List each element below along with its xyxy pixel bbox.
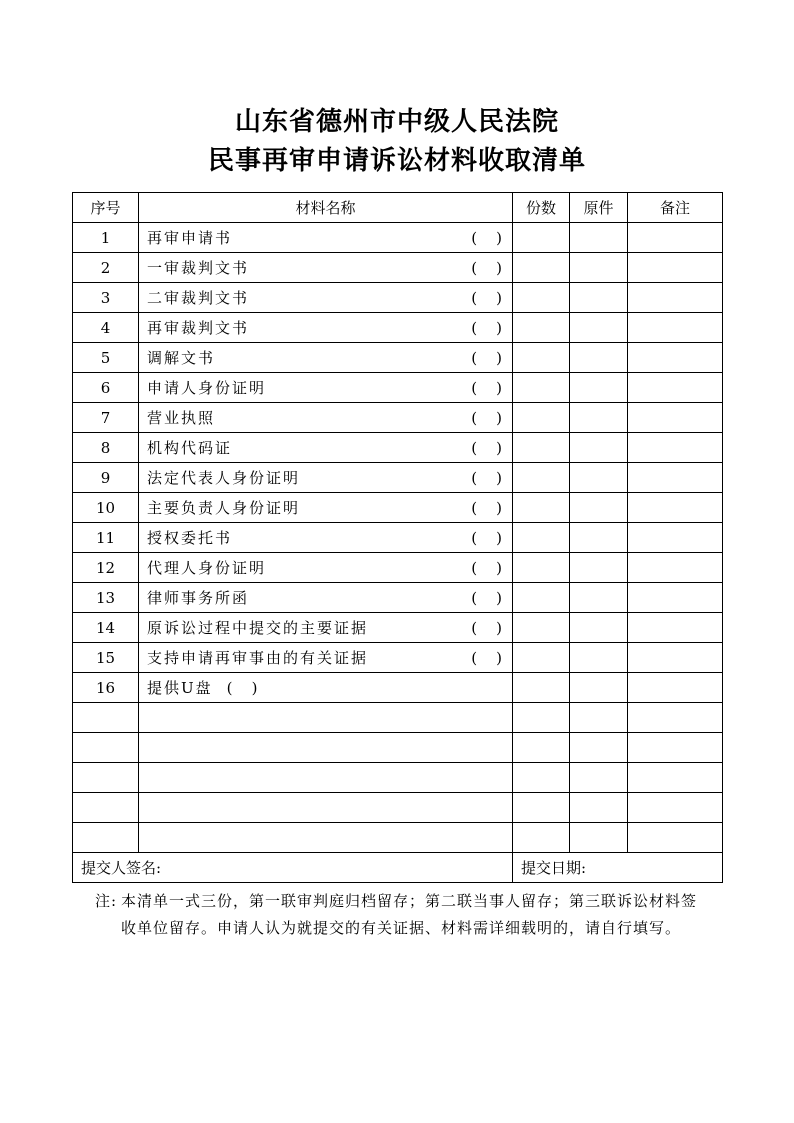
row-material-name [139,373,513,403]
row-remark-cell[interactable] [628,373,723,403]
table-row [73,463,723,493]
row-copies-cell[interactable] [513,343,570,373]
row-material-name [139,703,513,733]
row-copies-cell[interactable] [513,283,570,313]
material-label: 授权委托书 [147,529,233,547]
row-material-name [139,403,513,433]
row-copies-cell[interactable] [513,313,570,343]
checkbox-paren[interactable]: ( ) [471,318,502,337]
note-block [95,888,705,942]
row-copies-cell[interactable] [513,583,570,613]
row-original-cell[interactable] [570,433,628,463]
row-original-cell[interactable] [570,493,628,523]
row-copies-cell[interactable] [513,703,570,733]
submit-date-field[interactable]: 提交日期: [513,853,723,883]
row-seq: 9 [73,463,139,493]
row-material-name [139,253,513,283]
row-seq [73,763,139,793]
note-label: 注: [95,892,118,910]
row-seq: 13 [73,583,139,613]
row-material-name [139,283,513,313]
table-row [73,703,723,733]
submitter-signature-field[interactable]: 提交人签名: [73,853,513,883]
checkbox-paren[interactable]: ( ) [471,348,502,367]
checkbox-paren[interactable]: ( ) [471,288,502,307]
table-row [73,253,723,283]
row-remark-cell[interactable] [628,463,723,493]
table-row [73,373,723,403]
row-copies-cell[interactable] [513,733,570,763]
row-copies-cell[interactable] [513,433,570,463]
table-row [73,583,723,613]
row-original-cell[interactable] [570,223,628,253]
row-seq [73,793,139,823]
row-material-name [139,613,513,643]
table-row [73,763,723,793]
material-label: 调解文书 [147,349,216,367]
checkbox-paren[interactable]: ( ) [471,378,502,397]
row-copies-cell[interactable] [513,373,570,403]
header-copies: 份数 [513,193,570,223]
row-seq: 14 [73,613,139,643]
row-remark-cell[interactable] [628,793,723,823]
material-label: 代理人身份证明 [147,559,267,577]
row-copies-cell[interactable] [513,793,570,823]
table-row [73,403,723,433]
row-original-cell[interactable] [570,283,628,313]
material-label: 营业执照 [147,409,216,427]
checkbox-paren[interactable]: ( ) [471,648,502,667]
checkbox-paren[interactable]: ( ) [471,408,502,427]
material-label: 律师事务所函 [147,589,250,607]
material-label: 机构代码证 [147,439,233,457]
row-seq [73,823,139,853]
row-copies-cell[interactable] [513,823,570,853]
row-remark-cell[interactable] [628,643,723,673]
material-label: 申请人身份证明 [147,379,267,397]
checkbox-paren[interactable]: ( ) [471,588,502,607]
row-material-name [139,793,513,823]
row-original-cell[interactable] [570,343,628,373]
table-row [73,433,723,463]
row-original-cell[interactable] [570,253,628,283]
row-material-name [139,463,513,493]
row-material-name [139,733,513,763]
row-original-cell[interactable] [570,583,628,613]
table-row [73,343,723,373]
row-remark-cell[interactable] [628,343,723,373]
checkbox-paren[interactable]: ( ) [471,258,502,277]
row-remark-cell[interactable] [628,493,723,523]
row-seq: 15 [73,643,139,673]
row-copies-cell[interactable] [513,253,570,283]
row-original-cell[interactable] [570,523,628,553]
row-material-name [139,493,513,523]
material-label: 再审申请书 [147,229,233,247]
note-text: 本清单一式三份，第一联审判庭归档留存；第二联当事人留存；第三联诉讼材料签收单位留存。申请人认为就提交的有关证据、材料需详细载明的，请自行填写。 [121,892,698,937]
checkbox-paren[interactable]: ( ) [471,228,502,247]
table-row [73,673,723,703]
row-remark-cell[interactable] [628,613,723,643]
checkbox-paren[interactable]: ( ) [471,618,502,637]
table-row [73,523,723,553]
row-remark-cell[interactable] [628,403,723,433]
row-remark-cell[interactable] [628,223,723,253]
table-row [73,823,723,853]
table-header-row [73,193,723,223]
checkbox-paren[interactable]: ( ) [471,468,502,487]
row-original-cell[interactable] [570,763,628,793]
row-remark-cell[interactable] [628,433,723,463]
row-copies-cell[interactable] [513,613,570,643]
row-original-cell[interactable] [570,553,628,583]
court-name: 山东省德州市中级人民法院 [234,107,559,137]
row-material-name [139,433,513,463]
row-remark-cell[interactable] [628,283,723,313]
row-copies-cell[interactable] [513,403,570,433]
row-original-cell[interactable] [570,373,628,403]
row-original-cell[interactable] [570,313,628,343]
row-copies-cell[interactable] [513,523,570,553]
row-seq: 10 [73,493,139,523]
header-material-name: 材料名称 [139,193,513,223]
row-remark-cell[interactable] [628,523,723,553]
row-seq: 12 [73,553,139,583]
row-copies-cell[interactable] [513,643,570,673]
row-original-cell[interactable] [570,703,628,733]
table-row [73,493,723,523]
row-original-cell[interactable] [570,823,628,853]
row-material-name [139,313,513,343]
header-seq: 序号 [73,193,139,223]
checkbox-paren[interactable]: ( ) [471,438,502,457]
row-remark-cell[interactable] [628,583,723,613]
row-seq [73,703,139,733]
row-remark-cell[interactable] [628,763,723,793]
material-label: 二审裁判文书 [147,289,250,307]
row-seq: 11 [73,523,139,553]
document-title: 民事再审申请诉讼材料收取清单 [207,146,586,176]
row-seq: 4 [73,313,139,343]
row-remark-cell[interactable] [628,673,723,703]
table-row [73,283,723,313]
row-material-name [139,823,513,853]
row-remark-cell[interactable] [628,553,723,583]
table-row [73,553,723,583]
material-label: 再审裁判文书 [147,319,250,337]
header-remark: 备注 [628,193,723,223]
row-remark-cell[interactable] [628,703,723,733]
row-seq: 1 [73,223,139,253]
material-label: 法定代表人身份证明 [147,469,301,487]
row-copies-cell[interactable] [513,553,570,583]
row-material-name [139,673,513,703]
row-seq: 8 [73,433,139,463]
table-row [73,223,723,253]
row-copies-cell[interactable] [513,763,570,793]
row-original-cell[interactable] [570,733,628,763]
material-label: 一审裁判文书 [147,259,250,277]
material-label: 支持申请再审事由的有关证据 [147,649,369,667]
material-label: 主要负责人身份证明 [147,499,301,517]
checkbox-paren[interactable]: ( ) [471,528,502,547]
row-original-cell[interactable] [570,463,628,493]
row-seq: 3 [73,283,139,313]
row-original-cell[interactable] [570,793,628,823]
table-row [73,643,723,673]
row-original-cell[interactable] [570,673,628,703]
table-row [73,733,723,763]
row-seq [73,733,139,763]
checkbox-paren[interactable]: ( ) [226,679,258,697]
row-remark-cell[interactable] [628,733,723,763]
row-material-name [139,763,513,793]
row-seq: 2 [73,253,139,283]
row-material-name [139,523,513,553]
row-seq: 16 [73,673,139,703]
row-material-name [139,583,513,613]
row-seq: 7 [73,403,139,433]
row-material-name [139,553,513,583]
table-row [73,313,723,343]
row-copies-cell[interactable] [513,463,570,493]
row-remark-cell[interactable] [628,823,723,853]
row-seq: 6 [73,373,139,403]
row-remark-cell[interactable] [628,253,723,283]
checkbox-paren[interactable]: ( ) [471,498,502,517]
signature-row [73,853,723,883]
materials-table [72,192,723,883]
row-original-cell[interactable] [570,403,628,433]
checkbox-paren[interactable]: ( ) [471,558,502,577]
row-seq: 5 [73,343,139,373]
row-original-cell[interactable] [570,643,628,673]
row-remark-cell[interactable] [628,313,723,343]
row-original-cell[interactable] [570,613,628,643]
header-original: 原件 [570,193,628,223]
row-material-name [139,223,513,253]
row-material-name [139,343,513,373]
row-copies-cell[interactable] [513,223,570,253]
row-copies-cell[interactable] [513,673,570,703]
material-label: 原诉讼过程中提交的主要证据 [147,619,369,637]
table-row [73,613,723,643]
row-material-name [139,643,513,673]
table-row [73,793,723,823]
material-label: 提供U盘 [147,679,213,697]
row-copies-cell[interactable] [513,493,570,523]
